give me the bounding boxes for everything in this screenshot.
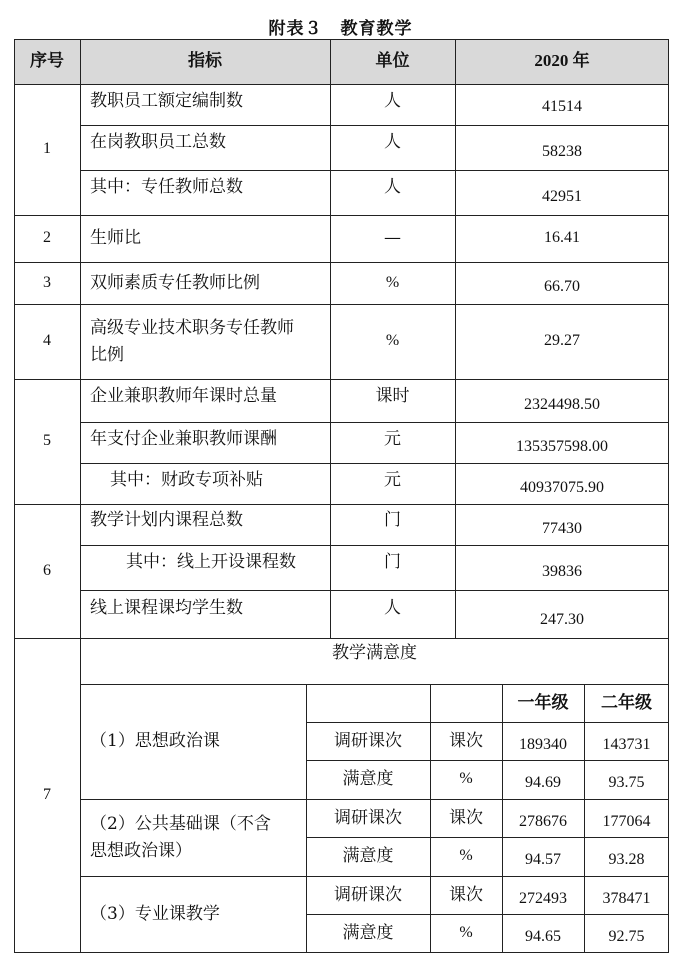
course-name-line: 思想政治课）	[90, 840, 192, 861]
survey-grade2: 177064	[602, 813, 651, 831]
satisfaction-title: 教学满意度	[332, 643, 417, 663]
survey-label: 调研课次	[334, 730, 402, 751]
unit-cell: 人	[384, 598, 401, 618]
sat-label: 满意度	[342, 769, 394, 790]
seq-cell: 3	[43, 273, 51, 291]
sat-unit: %	[459, 770, 473, 788]
seq-cell: 4	[43, 332, 51, 350]
seq-cell: 1	[43, 140, 51, 158]
unit-cell: 元	[384, 429, 401, 449]
indicator-line: 高级专业技术职务专任教师	[90, 318, 294, 339]
course-name	[80, 799, 306, 876]
indicator-cell: 其中：线上开设课程数	[126, 552, 296, 572]
value-cell: 42951	[542, 188, 582, 206]
sat-grade1: 94.57	[525, 851, 561, 869]
unit-cell: 门	[384, 510, 401, 530]
survey-grade1: 278676	[519, 813, 567, 831]
seq-cell: 2	[43, 229, 51, 247]
survey-unit: 课次	[449, 730, 483, 751]
indicator-cell: 年支付企业兼职教师课酬	[90, 429, 277, 449]
indicator-cell: 企业兼职教师年课时总量	[90, 386, 277, 406]
course-name: （3）专业课教学	[90, 903, 220, 924]
sat-unit: %	[459, 847, 473, 865]
indicator-cell: 在岗教职员工总数	[90, 132, 226, 152]
survey-grade2: 378471	[602, 890, 651, 908]
indicator-cell	[80, 304, 330, 379]
seq-cell: 6	[43, 561, 51, 579]
unit-cell: %	[385, 332, 400, 350]
sat-grade1: 94.65	[525, 928, 561, 946]
header-unit: 单位	[375, 51, 410, 72]
unit-cell: 课时	[375, 386, 410, 406]
value-cell: 40937075.90	[520, 479, 604, 497]
header-seq: 序号	[30, 51, 64, 72]
indicator-cell: 生师比	[90, 228, 141, 249]
unit-cell: 门	[384, 552, 401, 572]
seq-cell: 5	[43, 432, 51, 450]
unit-cell: 人	[384, 177, 401, 197]
value-cell: 39836	[542, 563, 582, 581]
indicator-cell: 线上课程课均学生数	[90, 598, 243, 618]
sat-grade1: 94.69	[525, 774, 561, 792]
unit-cell: 人	[384, 132, 401, 152]
survey-label: 调研课次	[334, 884, 402, 905]
indicator-cell: 教学计划内课程总数	[90, 510, 243, 530]
sat-label: 满意度	[342, 922, 394, 943]
education-table	[14, 39, 669, 953]
value-cell: 66.70	[544, 278, 580, 296]
value-cell: 58238	[542, 143, 582, 161]
seq-cell: 7	[43, 785, 51, 803]
header-year: 2020 年	[534, 51, 590, 71]
survey-unit: 课次	[449, 807, 483, 828]
indicator-line: 比例	[90, 344, 124, 365]
survey-unit: 课次	[449, 884, 483, 905]
survey-grade1: 272493	[519, 890, 567, 908]
value-cell: 247.30	[540, 611, 584, 629]
value-cell: 77430	[542, 520, 582, 538]
indicator-cell: 教职员工额定编制数	[90, 91, 243, 111]
unit-cell: 人	[384, 91, 401, 111]
value-cell: 16.41	[544, 229, 580, 247]
course-name: （1）思想政治课	[90, 731, 220, 752]
survey-grade1: 189340	[519, 736, 567, 754]
value-cell: 135357598.00	[516, 438, 608, 456]
course-name-line: （2）公共基础课（不含	[90, 814, 271, 835]
value-cell: 2324498.50	[524, 396, 600, 414]
table-border-bottom	[14, 952, 669, 953]
grade2-header: 二年级	[601, 692, 652, 713]
value-cell: 41514	[542, 98, 582, 116]
sat-grade2: 93.28	[608, 851, 645, 869]
unit-cell: 元	[384, 470, 401, 490]
sat-grade2: 92.75	[608, 928, 645, 946]
indicator-cell: 双师素质专任教师比例	[90, 272, 260, 293]
sat-label: 满意度	[342, 846, 394, 867]
grade1-header: 一年级	[517, 692, 569, 713]
indicator-cell: 其中：专任教师总数	[90, 177, 243, 197]
value-cell: 29.27	[544, 332, 580, 350]
survey-label: 调研课次	[334, 807, 402, 828]
header-indicator: 指标	[188, 51, 222, 72]
survey-grade2: 143731	[602, 736, 651, 754]
unit-cell: —	[384, 228, 401, 249]
sat-grade2: 93.75	[608, 774, 645, 792]
unit-cell: %	[385, 273, 400, 291]
sat-unit: %	[459, 923, 473, 941]
indicator-cell: 其中：财政专项补贴	[110, 470, 263, 490]
table-title: 附表３ 教育教学	[268, 19, 413, 39]
